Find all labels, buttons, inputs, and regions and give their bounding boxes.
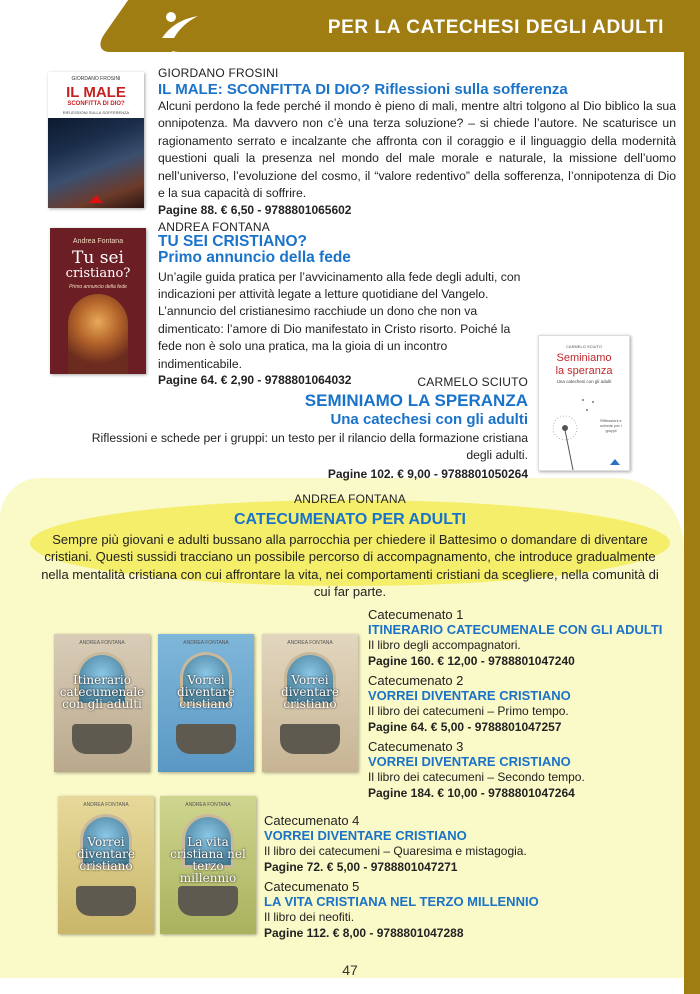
cover-subtitle: Primo annuncio della fede	[69, 284, 127, 290]
book-title-line2[interactable]: Una catechesi con gli adulti	[330, 411, 528, 428]
book-entry-tu-sei-cristiano	[158, 220, 528, 387]
baptismal-font	[178, 886, 238, 916]
baptismal-font	[76, 886, 136, 916]
cover-title-line1: IL MALE	[66, 84, 126, 101]
volume-entry-1	[368, 607, 680, 668]
volume-meta: Pagine 72. € 5,00 - 9788801047271	[264, 859, 458, 874]
series-title[interactable]: CATECUMENATO PER ADULTI	[234, 511, 466, 528]
baptismal-font	[280, 724, 340, 754]
cover-title: La vita cristiana nel terzo millennio	[170, 835, 246, 885]
book-title-line1[interactable]: TU SEI CRISTIANO?	[158, 233, 307, 250]
baptismal-font	[72, 724, 132, 754]
cover-author: CARMELO SCIUTO	[566, 344, 602, 349]
figure-logo-icon	[160, 8, 200, 42]
section-title: PER LA CATECHESI DEGLI ADULTI	[327, 17, 664, 38]
cover-catecumenato-2[interactable]	[158, 634, 254, 772]
volume-label: Catecumenato 5	[264, 879, 360, 894]
volume-label: Catecumenato 2	[368, 673, 464, 688]
volume-title[interactable]: ITINERARIO CATECUMENALE CON GLI ADULTI	[368, 622, 663, 637]
book-author: ANDREA FONTANA	[158, 220, 270, 234]
cover-title-line1: Tu sei	[72, 248, 124, 268]
cover-title: Vorrei diventare cristiano	[281, 673, 339, 711]
cover-author: ANDREA FONTANA	[287, 640, 333, 646]
volume-meta: Pagine 112. € 8,00 - 9788801047288	[264, 925, 464, 940]
catecumenato-intro	[0, 492, 700, 600]
volume-description: Il libro dei catecumeni – Secondo tempo.	[368, 770, 585, 784]
book-entry-seminiamo-la-speranza	[88, 375, 528, 481]
volume-description: Il libro dei catecumeni – Primo tempo.	[368, 704, 569, 718]
cover-author: Andrea Fontana	[72, 238, 124, 245]
volume-meta: Pagine 64. € 5,00 - 9788801047257	[368, 719, 562, 734]
volume-title[interactable]: VORREI DIVENTARE CRISTIANO	[368, 754, 571, 769]
cover-title-line2: la speranza	[555, 365, 613, 377]
cover-note: Riflessioni e schede per i gruppi	[600, 418, 622, 433]
publisher-logo-icon	[609, 458, 621, 466]
book-description: Un’agile guida pratica per l’avvicinamento alla fede degli adulti, con indicazioni per attività legate a letture quotidiane del Vangelo. L’annuncio del cristianesimo racchiude un dono che non va dimenticato: l’amore di Dio manifestato in Cristo risorto. Poiché la fede non è solo una pratica, ma la gioia di un incontro indimenticabile.	[158, 269, 521, 371]
book-description: Riflessioni e schede per i gruppi: un testo per il rilancio della formazione cristiana degli adulti.	[91, 431, 528, 463]
volume-entry-2	[368, 673, 680, 734]
cover-title: Vorrei diventare cristiano	[77, 835, 135, 873]
volume-title[interactable]: VORREI DIVENTARE CRISTIANO	[368, 688, 571, 703]
book-title-line2[interactable]: Primo annuncio della fede	[158, 249, 351, 267]
series-author: ANDREA FONTANA	[294, 492, 406, 506]
volume-title[interactable]: VORREI DIVENTARE CRISTIANO	[264, 828, 467, 843]
book-description: Alcuni perdono la fede perché il mondo è pieno di mali, mentre altri tolgono al Dio biblico la sua onnipotenza. Ma davvero non c’è una terza soluzione? – si chiede l’autore. Ne scaturisce un ragionamento serrato e incalzante che affronta con il coraggio e il linguaggio della modernità questioni quali la presenza nel mondo del male morale e naturale, la missione dell’uomo nell’universo, l’evoluzione del cosmo, il “valore redentivo” della sofferenza, l’onnipotenza di Dio e la sua capacità di soffrire.	[158, 99, 676, 201]
series-description: Sempre più giovani e adulti bussano alla parrocchia per chiedere il Battesimo o domandare di diventare cristiani. Questi sussidi tracciano un possibile percorso di accompagnamento, che introduce gradualmente nella mentalità cristiana con cui affrontare la vita, nei comportamenti cristiani da scegliere, nella comunità di cui far parte.	[41, 532, 659, 599]
cover-catecumenato-3[interactable]	[262, 634, 358, 772]
book-cover-il-male[interactable]	[48, 72, 144, 208]
book-meta: Pagine 64. € 2,90 - 9788801064032	[158, 373, 352, 388]
book-cover-seminiamo-la-speranza[interactable]	[538, 335, 630, 471]
cover-title-line1: Seminiamo	[556, 352, 612, 364]
book-title-line1[interactable]: SEMINIAMO LA SPERANZA	[304, 391, 528, 410]
cover-title: Vorrei diventare cristiano	[177, 673, 235, 711]
dandelion-icon	[543, 390, 603, 470]
cover-author: ANDREA FONTANA	[183, 640, 229, 646]
cover-title: Itinerario catecumenale con gli adulti	[59, 673, 145, 711]
volume-description: Il libro dei catecumeni – Quaresima e mistagogia.	[264, 844, 527, 858]
cover-author: GIORDANO FROSINI	[71, 76, 121, 82]
cover-subtitle: Una catechesi con gli adulti	[556, 379, 612, 384]
cover-subtitle: RIFLESSIONI SULLA SOFFERENZA	[62, 110, 130, 115]
cover-title-line2: cristiano?	[65, 266, 131, 281]
cover-catecumenato-5[interactable]	[160, 796, 256, 934]
baptismal-font	[176, 724, 236, 754]
cover-title-line2: SCONFITTA DI DIO?	[67, 101, 125, 107]
publisher-logo-icon	[88, 194, 104, 204]
volume-label: Catecumenato 3	[368, 739, 464, 754]
volume-entry-3	[368, 739, 680, 800]
volume-description: Il libro degli accompagnatori.	[368, 638, 521, 652]
volume-label: Catecumenato 1	[368, 607, 464, 622]
cover-author: ANDREA FONTANA	[79, 640, 125, 646]
volume-title[interactable]: LA VITA CRISTIANA NEL TERZO MILLENNIO	[264, 894, 539, 909]
volume-entry-5	[264, 879, 674, 940]
page-number: 47	[342, 962, 358, 978]
book-cover-tu-sei-cristiano[interactable]	[50, 228, 146, 374]
volume-description: Il libro dei neofiti.	[264, 910, 355, 924]
cover-author: ANDREA FONTANA	[83, 802, 129, 808]
book-author: CARMELO SCIUTO	[417, 375, 528, 389]
volume-label: Catecumenato 4	[264, 813, 360, 828]
cover-author: ANDREA FONTANA	[185, 802, 231, 808]
book-author: GIORDANO FROSINI	[158, 66, 279, 80]
cover-catecumenato-4[interactable]	[58, 796, 154, 934]
book-title[interactable]: IL MALE: SCONFITTA DI DIO? Riflessioni sulla sofferenza	[158, 81, 568, 98]
volume-meta: Pagine 160. € 12,00 - 9788801047240	[368, 653, 575, 668]
volume-entry-4	[264, 813, 674, 874]
cover-artwork	[68, 294, 128, 374]
volume-meta: Pagine 184. € 10,00 - 9788801047264	[368, 785, 575, 800]
book-meta: Pagine 102. € 9,00 - 9788801050264	[327, 466, 528, 481]
book-meta: Pagine 88. € 6,50 - 9788801065602	[158, 202, 352, 217]
header-band	[0, 0, 700, 52]
book-entry-il-male	[158, 66, 676, 217]
cover-catecumenato-1[interactable]	[54, 634, 150, 772]
